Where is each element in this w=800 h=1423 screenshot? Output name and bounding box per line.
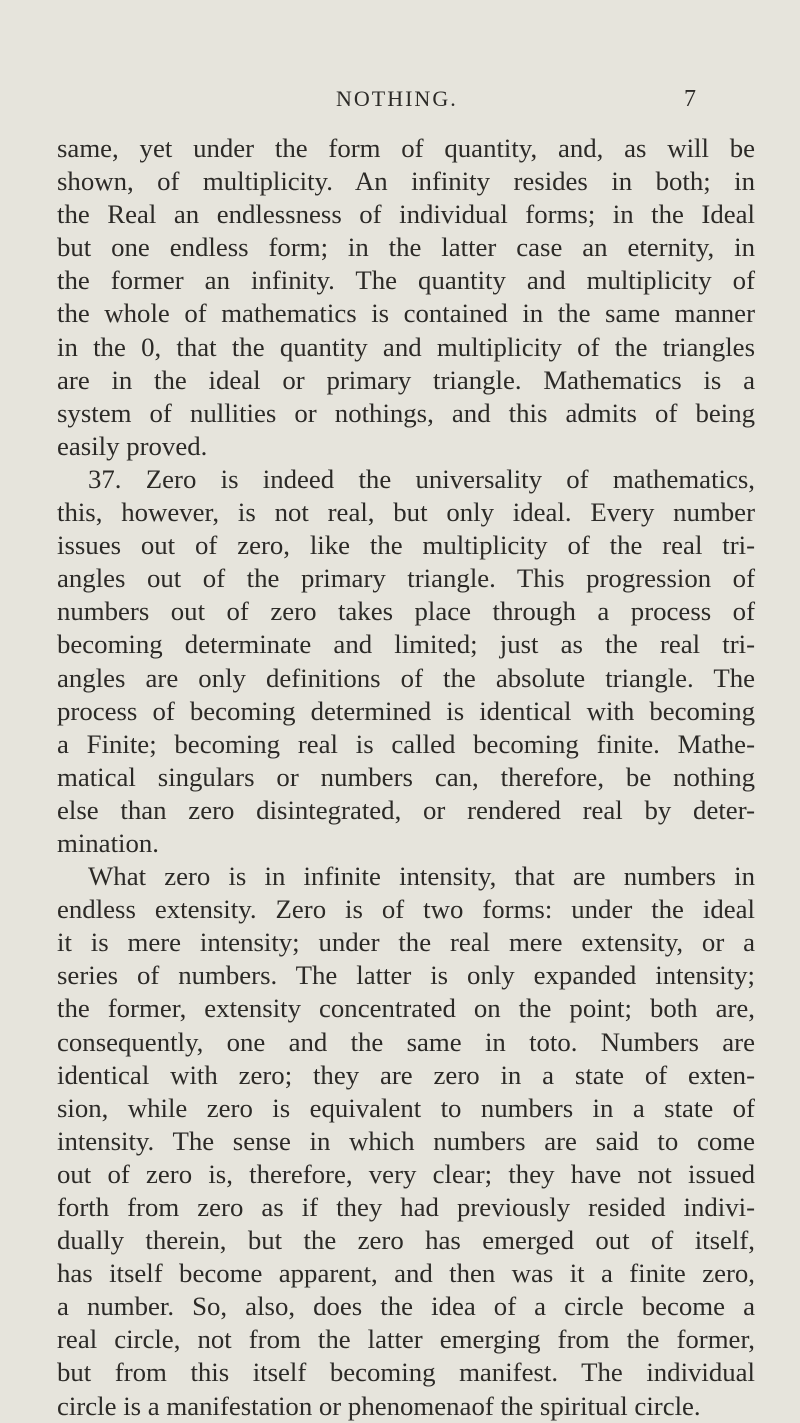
text-line: mination. <box>57 827 159 858</box>
text-line: numbers out of zero takes place through a process of <box>57 596 755 627</box>
text-line: real circle, not from the latter emerging from the former, <box>57 1324 755 1355</box>
text-line: sion, while zero is equivalent to numbers in a state of <box>57 1092 755 1123</box>
text-line: intensity. The sense in which numbers are said to come <box>57 1125 755 1156</box>
text-line: else than zero disintegrated, or rendered real by deter- <box>57 794 755 825</box>
text-line: are in the ideal or primary triangle. Mathematics is a <box>57 364 755 395</box>
text-line: angles out of the primary triangle. This progression of <box>57 563 755 594</box>
text-line: 37. Zero is indeed the universality of mathematics, <box>88 463 755 494</box>
text-line: the Real an endlessness of individual forms; in the Ideal <box>57 199 755 230</box>
text-line: a number. So, also, does the idea of a circle become a <box>57 1291 755 1322</box>
text-line: becoming determinate and limited; just as the real tri- <box>57 629 755 660</box>
text-line: series of numbers. The latter is only expanded intensity; <box>57 960 755 991</box>
running-head: NOTHING. <box>336 86 458 111</box>
text-line: this, however, is not real, but only ideal. Every number <box>57 497 755 528</box>
text-line: out of zero is, therefore, very clear; they have not issued <box>57 1158 755 1189</box>
text-line: the whole of mathematics is contained in the same manner <box>57 298 755 329</box>
text-line: shown, of multiplicity. An infinity resides in both; in <box>57 166 755 197</box>
text-line: the former, extensity concentrated on the point; both are, <box>57 993 755 1024</box>
text-line: in the 0, that the quantity and multiplicity of the triangles <box>57 331 755 362</box>
text-line: system of nullities or nothings, and this admits of being <box>57 397 755 428</box>
text-line: issues out of zero, like the multiplicity of the real tri- <box>57 530 755 561</box>
text-line: forth from zero as if they had previously resided indivi- <box>57 1192 755 1222</box>
body-text <box>57 132 755 1423</box>
text-line: angles are only definitions of the absolute triangle. The <box>57 662 755 693</box>
text-line: it is mere intensity; under the real mere extensity, or a <box>57 927 755 958</box>
text-line: the former an infinity. The quantity and multiplicity of <box>57 265 755 296</box>
text-line: same, yet under the form of quantity, and, as will be <box>57 133 755 163</box>
text-line: has itself become apparent, and then was it a finite zero, <box>57 1258 755 1289</box>
text-line: process of becoming determined is identical with becoming <box>57 695 755 726</box>
page-number: 7 <box>684 86 696 112</box>
text-line: circle is a manifestation or phenomenaof the spiritual circle. <box>57 1390 701 1421</box>
text-line: but one endless form; in the latter case an eternity, in <box>57 232 755 263</box>
text-line: identical with zero; they are zero in a state of exten- <box>57 1059 755 1090</box>
text-line: What zero is in infinite intensity, that are numbers in <box>88 861 755 892</box>
page-header <box>0 86 800 116</box>
text-line: endless extensity. Zero is of two forms: under the ideal <box>57 894 755 925</box>
text-line: consequently, one and the same in toto. Numbers are <box>57 1026 755 1057</box>
text-line: a Finite; becoming real is called becoming finite. Mathe- <box>57 728 755 759</box>
text-line: but from this itself becoming manifest. The individual <box>57 1357 755 1388</box>
text-line: dually therein, but the zero has emerged out of itself, <box>57 1225 755 1256</box>
text-line: easily proved. <box>57 430 208 461</box>
text-line: matical singulars or numbers can, therefore, be nothing <box>57 761 755 792</box>
